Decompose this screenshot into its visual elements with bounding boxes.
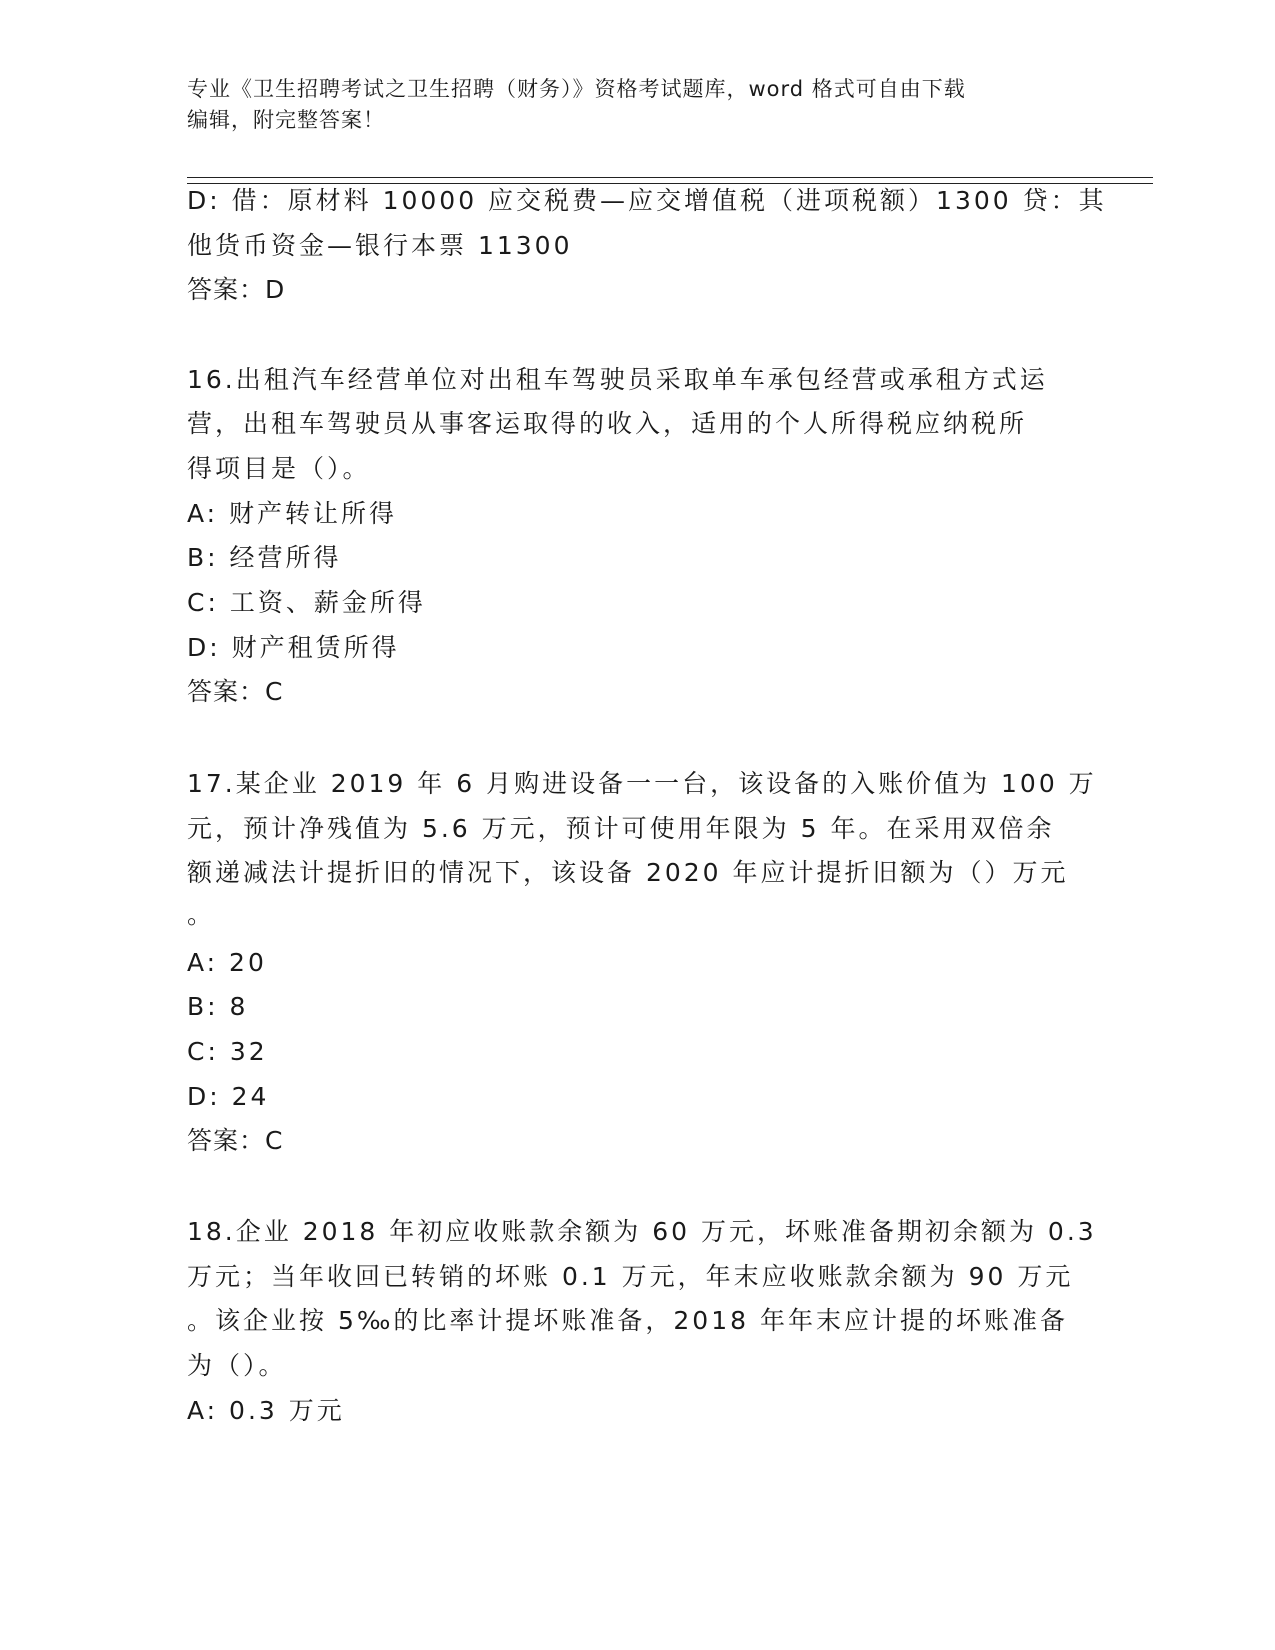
q18-stem-line-3: 。该企业按 5‰的比率计提坏账准备，2018 年年末应计提的坏账准备 [187, 1306, 1068, 1335]
q17-option-b: B: 8 [187, 992, 249, 1021]
q16-stem-line-1: 16.出租汽车经营单位对出租车驾驶员采取单车承包经营或承租方式运 [187, 365, 1048, 394]
q17-answer: 答案：C [187, 1126, 284, 1155]
q15-option-d-line-2: 他货币资金—银行本票 11300 [187, 231, 573, 260]
q15-option-d-line-1: D: 借：原材料 10000 应交税费—应交增值税（进项税额）1300 贷：其 [187, 186, 1107, 215]
q17-stem-line-2: 元，预计净残值为 5.6 万元，预计可使用年限为 5 年。在采用双倍余 [187, 814, 1055, 843]
q18-stem-line-4: 为（）。 [187, 1351, 287, 1380]
header-line-1: 专业《卫生招聘考试之卫生招聘（财务）》资格考试题库，word 格式可自由下载 [187, 77, 966, 101]
header-line-2: 编辑，附完整答案！ [187, 108, 385, 132]
q15-answer: 答案：D [187, 275, 286, 304]
header-divider-top [187, 177, 1153, 178]
q16-answer: 答案：C [187, 677, 284, 706]
q16-option-c: C: 工资、薪金所得 [187, 588, 426, 617]
q17-option-c: C: 32 [187, 1037, 268, 1066]
q16-option-b: B: 经营所得 [187, 543, 342, 572]
q17-stem-line-3: 额递减法计提折旧的情况下，该设备 2020 年应计提折旧额为（）万元 [187, 858, 1069, 887]
q16-option-d: D: 财产租赁所得 [187, 633, 400, 662]
q18-option-a: A: 0.3 万元 [187, 1396, 345, 1425]
header-divider-bottom [187, 183, 1153, 184]
q17-option-a: A: 20 [187, 948, 267, 977]
q17-stem-line-4: 。 [187, 900, 216, 929]
q16-option-a: A: 财产转让所得 [187, 499, 398, 528]
q17-stem-line-1: 17.某企业 2019 年 6 月购进设备一一台，该设备的入账价值为 100 万 [187, 769, 1097, 798]
q18-stem-line-1: 18.企业 2018 年初应收账款余额为 60 万元，坏账准备期初余额为 0.3 [187, 1217, 1097, 1246]
document-header [187, 74, 1067, 136]
q16-stem-line-2: 营，出租车驾驶员从事客运取得的收入，适用的个人所得税应纳税所 [187, 409, 1028, 438]
q18-stem-line-2: 万元；当年收回已转销的坏账 0.1 万元，年末应收账款余额为 90 万元 [187, 1262, 1074, 1291]
q17-option-d: D: 24 [187, 1082, 270, 1111]
q16-stem-line-3: 得项目是（）。 [187, 454, 371, 483]
